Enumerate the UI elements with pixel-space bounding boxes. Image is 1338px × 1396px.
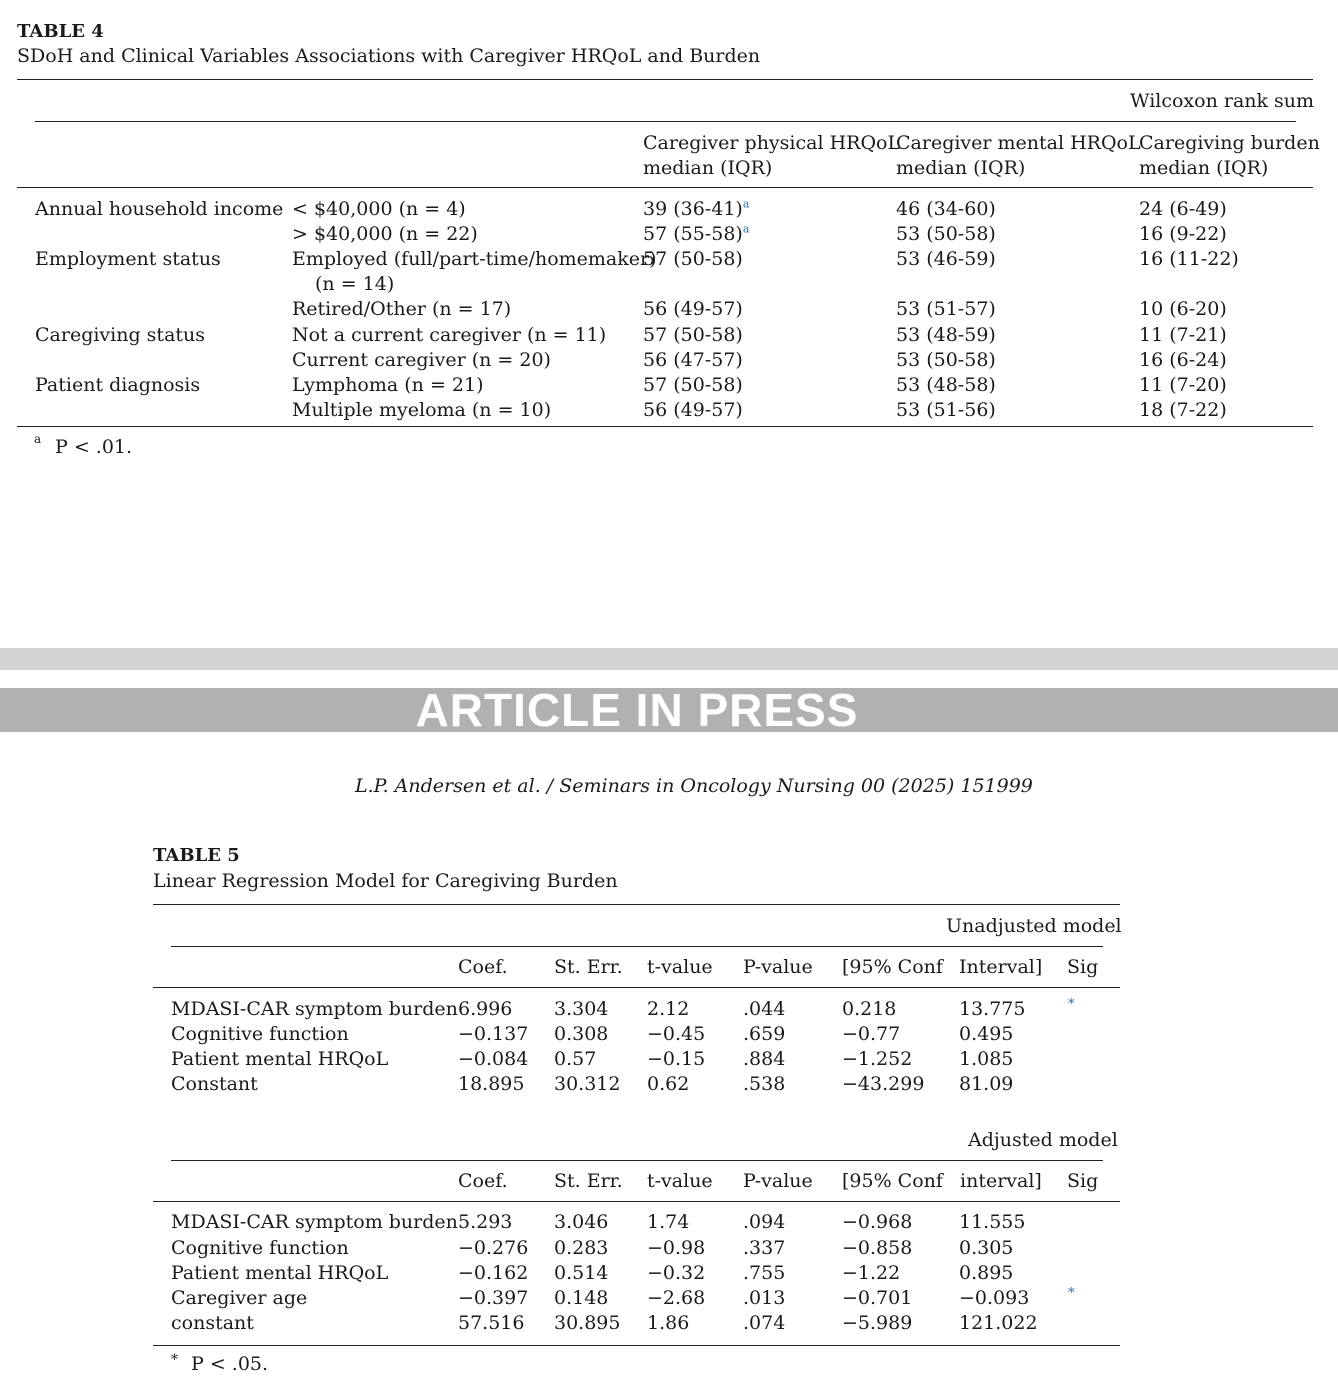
cell-conf-low: 0.218 — [842, 998, 897, 1020]
table5-footnote-mark: * — [171, 1352, 178, 1368]
cell-coef: −0.162 — [458, 1262, 529, 1284]
cell-p-value: .337 — [743, 1237, 786, 1259]
cell-t-value: −0.45 — [647, 1023, 706, 1045]
table4-footnote-text: P < .01. — [55, 436, 133, 458]
col-header-st-err: St. Err. — [554, 956, 623, 978]
cell-p-value: .884 — [743, 1048, 786, 1070]
cell-coef: −0.276 — [458, 1237, 529, 1259]
cell-conf-high: 0.495 — [959, 1023, 1014, 1045]
table4-row-level-cont: (n = 14) — [315, 273, 395, 295]
cell-t-value: −2.68 — [647, 1287, 706, 1309]
cell-conf-low: −43.299 — [842, 1073, 925, 1095]
cell-st-err: 0.308 — [554, 1023, 609, 1045]
table5-bottom-rule — [153, 1345, 1120, 1346]
table4-row-variable: Annual household income — [35, 198, 284, 220]
table4-footnote-mark: a — [34, 432, 42, 446]
row-label: Constant — [171, 1073, 258, 1095]
col-header-sig: Sig — [1067, 1170, 1099, 1192]
cell-coef: 6.996 — [458, 998, 513, 1020]
row-label: Cognitive function — [171, 1023, 349, 1045]
table4-row-level: > $40,000 (n = 22) — [292, 223, 478, 245]
cell-t-value: 0.62 — [647, 1073, 690, 1095]
table5-footnote-text: P < .05. — [191, 1353, 269, 1375]
table4-cell-mental: 53 (50-58) — [896, 349, 996, 371]
table4-label: TABLE 4 — [17, 21, 104, 42]
col-header-st-err: St. Err. — [554, 1170, 623, 1192]
table4-row-level: Employed (full/part-time/homemaker) — [292, 248, 657, 270]
cell-conf-low: −1.252 — [842, 1048, 913, 1070]
table4-cell-mental: 53 (51-57) — [896, 298, 996, 320]
cell-p-value: .013 — [743, 1287, 786, 1309]
cell-p-value: .094 — [743, 1211, 786, 1233]
cell-t-value: 1.86 — [647, 1312, 690, 1334]
table4-row-level: Current caregiver (n = 20) — [292, 349, 551, 371]
cell-conf-high: 0.305 — [959, 1237, 1014, 1259]
table4-row-variable: Employment status — [35, 248, 221, 270]
table4-col-mental-header-2: median (IQR) — [896, 157, 1026, 179]
cell-conf-low: −0.77 — [842, 1023, 901, 1045]
cell-coef: −0.397 — [458, 1287, 529, 1309]
cell-coef: 5.293 — [458, 1211, 513, 1233]
table4-cell-mental: 53 (48-59) — [896, 324, 996, 346]
col-header-conf-low: [95% Conf — [842, 1170, 943, 1192]
journal-citation: L.P. Andersen et al. / Seminars in Oncology Nursing 00 (2025) 151999 — [355, 775, 1033, 797]
table4-cell-physical: 56 (49-57) — [643, 399, 743, 421]
table4-title: SDoH and Clinical Variables Associations with Caregiver HRQoL and Burden — [17, 45, 761, 67]
table5-title: Linear Regression Model for Caregiving Burden — [153, 870, 618, 892]
cell-conf-low: −5.989 — [842, 1312, 913, 1334]
cell-st-err: 3.046 — [554, 1211, 609, 1233]
table4-cell-physical: 56 (47-57) — [643, 349, 743, 371]
table4-cell-burden: 24 (6-49) — [1139, 198, 1227, 220]
cell-t-value: −0.15 — [647, 1048, 706, 1070]
cell-conf-high: −0.093 — [959, 1287, 1030, 1309]
table4-row-level: Not a current caregiver (n = 11) — [292, 324, 607, 346]
col-header-conf-high: interval] — [960, 1170, 1042, 1192]
page-separator-band — [0, 648, 1338, 670]
cell-st-err: 0.148 — [554, 1287, 609, 1309]
table4-col-mental-header-1: Caregiver mental HRQoL — [896, 132, 1141, 154]
cell-conf-low: −0.858 — [842, 1237, 913, 1259]
table5-label: TABLE 5 — [153, 845, 240, 866]
table4-row-level: < $40,000 (n = 4) — [292, 198, 466, 220]
cell-st-err: 0.57 — [554, 1048, 597, 1070]
table4-col-physical-header-2: median (IQR) — [643, 157, 773, 179]
cell-t-value: −0.32 — [647, 1262, 706, 1284]
table4-top-rule — [17, 79, 1313, 80]
cell-conf-high: 0.895 — [959, 1262, 1014, 1284]
cell-conf-low: −0.701 — [842, 1287, 913, 1309]
row-label: Patient mental HRQoL — [171, 1048, 389, 1070]
cell-st-err: 0.283 — [554, 1237, 609, 1259]
cell-st-err: 3.304 — [554, 998, 609, 1020]
table4-row-level: Retired/Other (n = 17) — [292, 298, 512, 320]
table4-cell-mental: 46 (34-60) — [896, 198, 996, 220]
col-header-t-value: t-value — [647, 956, 713, 978]
cell-conf-high: 81.09 — [959, 1073, 1014, 1095]
table4-cell-burden: 16 (9-22) — [1139, 223, 1227, 245]
cell-st-err: 30.312 — [554, 1073, 621, 1095]
table4-cell-physical: 57 (50-58) — [643, 248, 743, 270]
table4-cell-mental: 53 (48-58) — [896, 374, 996, 396]
cell-conf-high: 121.022 — [959, 1312, 1038, 1334]
table4-cell-burden: 16 (11-22) — [1139, 248, 1239, 270]
table4-cell-mental: 53 (50-58) — [896, 223, 996, 245]
table4-header-rule — [17, 187, 1313, 188]
unadjusted-header-rule — [153, 987, 1120, 988]
cell-p-value: .659 — [743, 1023, 786, 1045]
cell-conf-high: 11.555 — [959, 1211, 1026, 1233]
cell-coef: 57.516 — [458, 1312, 525, 1334]
table4-col-burden-header-1: Caregiving burden — [1139, 132, 1320, 154]
unadjusted-model-header: Unadjusted model — [946, 915, 1122, 937]
table4-cell-physical: 57 $(55-58)^a$ — [643, 222, 750, 245]
cell-conf-high: 1.085 — [959, 1048, 1014, 1070]
cell-t-value: 1.74 — [647, 1211, 690, 1233]
unadjusted-group-rule — [171, 946, 1103, 947]
table4-cell-burden: 16 (6-24) — [1139, 349, 1227, 371]
cell-sig: * — [1068, 997, 1075, 1012]
cell-conf-low: −0.968 — [842, 1211, 913, 1233]
col-header-conf-high: Interval] — [959, 956, 1043, 978]
cell-t-value: −0.98 — [647, 1237, 706, 1259]
row-label: MDASI-CAR symptom burden — [171, 998, 458, 1020]
col-header-coef: Coef. — [458, 1170, 508, 1192]
table4-cell-burden: 18 (7-22) — [1139, 399, 1227, 421]
row-label: Caregiver age — [171, 1287, 308, 1309]
row-label: MDASI-CAR symptom burden — [171, 1211, 458, 1233]
table4-cell-physical: 57 (50-58) — [643, 324, 743, 346]
adjusted-header-rule — [153, 1201, 1120, 1202]
table4-cell-burden: 11 (7-20) — [1139, 374, 1227, 396]
table4-cell-physical: 57 (50-58) — [643, 374, 743, 396]
table4-cell-physical: 39 $(36-41)^a$ — [643, 197, 750, 220]
row-label: Patient mental HRQoL — [171, 1262, 389, 1284]
col-header-p-value: P-value — [743, 956, 813, 978]
table5-top-rule — [153, 904, 1120, 905]
cell-coef: 18.895 — [458, 1073, 525, 1095]
table4-row-variable: Caregiving status — [35, 324, 206, 346]
adjusted-group-rule — [171, 1160, 1103, 1161]
col-header-coef: Coef. — [458, 956, 508, 978]
table4-row-level: Multiple myeloma (n = 10) — [292, 399, 552, 421]
cell-sig: * — [1068, 1286, 1075, 1301]
cell-st-err: 30.895 — [554, 1312, 621, 1334]
article-in-press-banner: ARTICLE IN PRESS — [415, 684, 859, 736]
footnote-ref: a — [742, 197, 750, 211]
cell-p-value: .044 — [743, 998, 786, 1020]
cell-conf-high: 13.775 — [959, 998, 1026, 1020]
cell-st-err: 0.514 — [554, 1262, 609, 1284]
table4-row-variable: Patient diagnosis — [35, 374, 201, 396]
table4-bottom-rule — [17, 426, 1313, 427]
cell-coef: −0.137 — [458, 1023, 529, 1045]
col-header-conf-low: [95% Conf — [842, 956, 943, 978]
table4-cell-mental: 53 (46-59) — [896, 248, 996, 270]
cell-t-value: 2.12 — [647, 998, 690, 1020]
adjusted-model-header: Adjusted model — [968, 1129, 1118, 1151]
col-header-t-value: t-value — [647, 1170, 713, 1192]
table4-col-burden-header-2: median (IQR) — [1139, 157, 1269, 179]
footnote-ref: a — [742, 222, 750, 236]
cell-p-value: .538 — [743, 1073, 786, 1095]
table4-col-physical-header-1: Caregiver physical HRQoL — [643, 132, 901, 154]
cell-conf-low: −1.22 — [842, 1262, 901, 1284]
col-header-sig: Sig — [1067, 956, 1099, 978]
cell-coef: −0.084 — [458, 1048, 529, 1070]
table4-group-rule — [35, 121, 1296, 122]
table4-cell-mental: 53 (51-56) — [896, 399, 996, 421]
table4-cell-physical: 56 (49-57) — [643, 298, 743, 320]
table4-cell-burden: 10 (6-20) — [1139, 298, 1227, 320]
table4-cell-burden: 11 (7-21) — [1139, 324, 1227, 346]
cell-p-value: .074 — [743, 1312, 786, 1334]
col-header-p-value: P-value — [743, 1170, 813, 1192]
row-label: Cognitive function — [171, 1237, 349, 1259]
cell-p-value: .755 — [743, 1262, 786, 1284]
row-label: constant — [171, 1312, 254, 1334]
table4-group-header: Wilcoxon rank sum — [1130, 90, 1315, 112]
table4-row-level: Lymphoma (n = 21) — [292, 374, 484, 396]
